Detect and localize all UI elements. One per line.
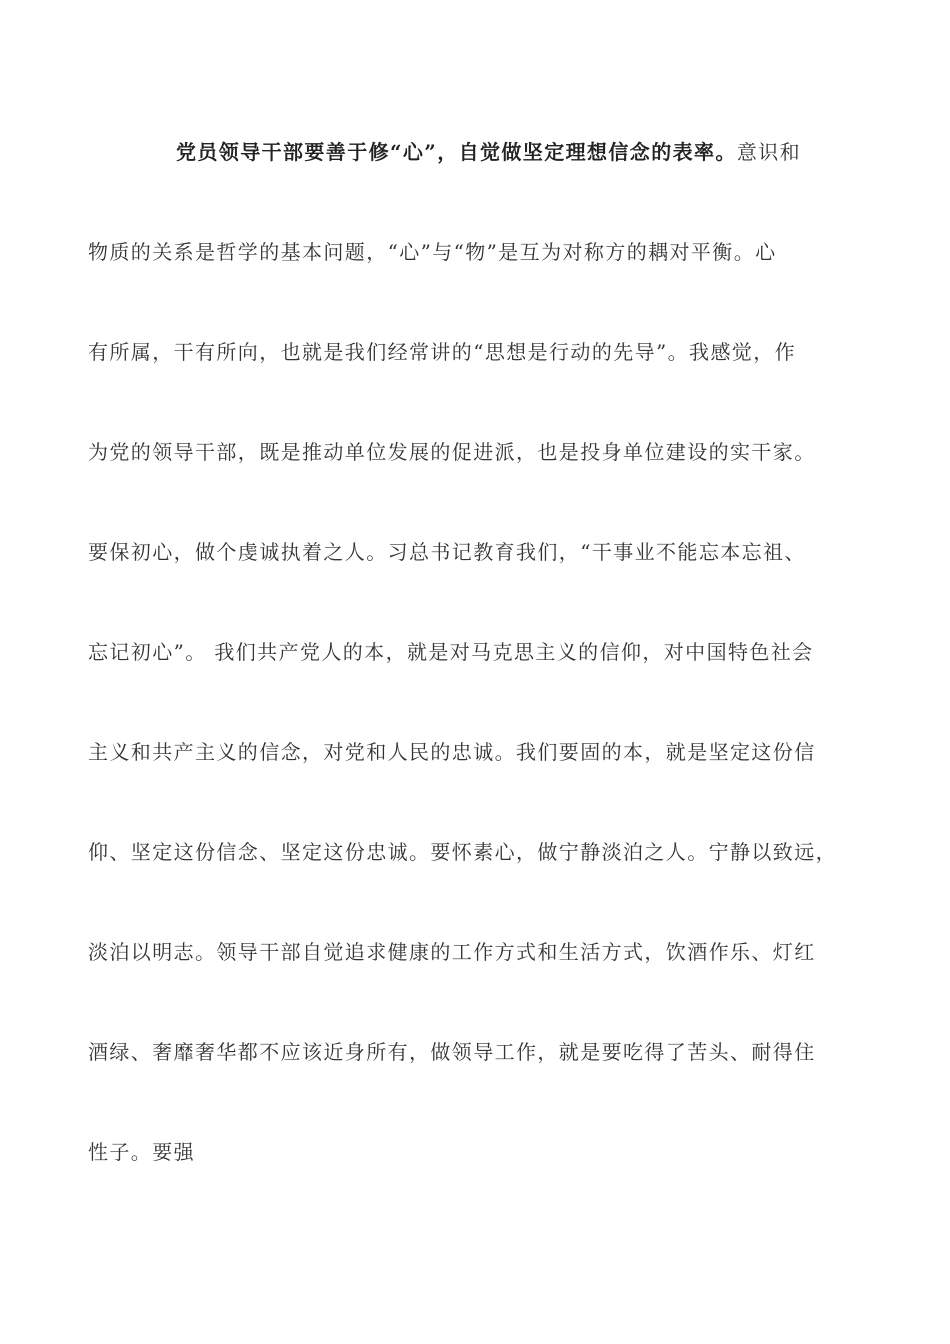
text-line: 物质的关系是哲学的基本问题，“心”与“物”是互为对称方的耦对平衡。心 [88, 240, 777, 264]
text-line: 仰、坚定这份信念、坚定这份忠诚。要怀素心，做宁静淡泊之人。宁静以致远， [88, 840, 837, 864]
text-line: 要保初心，做个虔诚执着之人。习总书记教育我们，“干事业不能忘本忘祖、 [88, 540, 806, 564]
text-line: 主义和共产主义的信念，对党和人民的忠诚。我们要固的本，就是坚定这份信 [88, 740, 816, 764]
text-line: 为党的领导干部，既是推动单位发展的促进派，也是投身单位建设的实干家。 [88, 440, 816, 464]
body-paragraph [88, 130, 878, 1230]
text-line: 淡泊以明志。领导干部自觉追求健康的工作方式和生活方式，饮酒作乐、灯红 [88, 940, 816, 964]
bold-heading-sentence: 党员领导干部要善于修“心”，自觉做坚定理想信念的表率。 [176, 140, 737, 164]
text-line: 酒绿、奢靡奢华都不应该近身所有，做领导工作，就是要吃得了苦头、耐得住 [88, 1040, 816, 1064]
text-line: 性子。要强 [88, 1140, 195, 1164]
first-line-continuation: 意识和 [736, 140, 802, 164]
text-line: 有所属，干有所向，也就是我们经常讲的“思想是行动的先导”。我感觉，作 [88, 340, 797, 364]
paragraph-first-line [88, 130, 878, 230]
text-line: 忘记初心”。 我们共产党人的本，就是对马克思主义的信仰，对中国特色社会 [88, 640, 814, 664]
